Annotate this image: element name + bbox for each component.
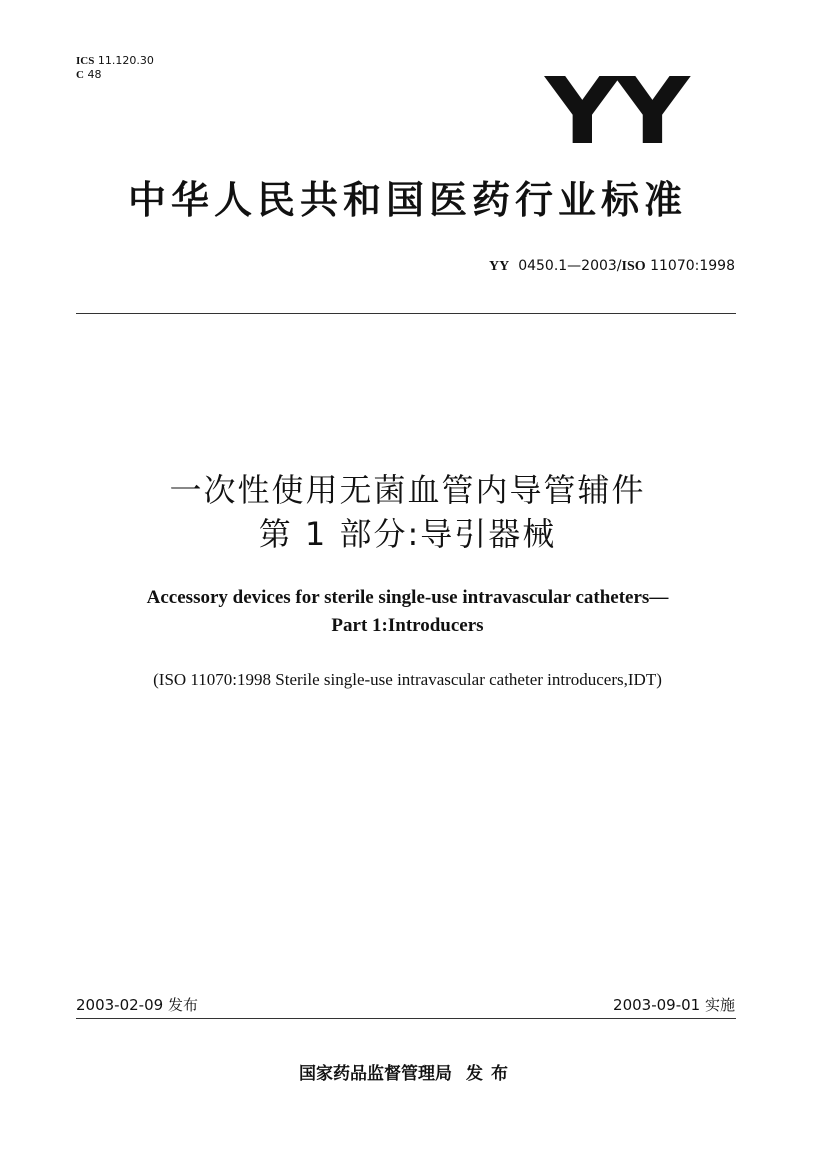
ics-value: 11.120.30	[97, 54, 154, 67]
document-title-cn-line1: 一次性使用无菌血管内导管辅件	[169, 471, 646, 509]
c-value: 48	[87, 68, 102, 81]
standard-number-iso: ISO	[621, 259, 646, 274]
document-title-cn-line2: 第 1 部分:导引器械	[258, 515, 557, 553]
standard-title: 中华人民共和国医药行业标准	[127, 178, 687, 222]
ics-label: ICS	[76, 55, 95, 67]
yy-logo: YY	[544, 58, 685, 165]
standard-number	[489, 258, 735, 275]
issuer-name: 国家药品监督管理局	[299, 1064, 452, 1084]
standard-number-main: 0450.1—2003/	[518, 258, 622, 274]
ics-line	[76, 54, 154, 68]
document-title-en-line1: Accessory devices for sterile single-use intravascular catheters—	[146, 587, 669, 608]
issuer-action: 发布	[466, 1064, 516, 1084]
footer-divider	[76, 1018, 736, 1019]
standard-number-prefix: YY	[489, 259, 510, 274]
c-line	[76, 68, 154, 82]
ics-classification	[76, 54, 154, 82]
c-label: C	[76, 69, 84, 81]
header-divider	[76, 313, 736, 314]
issuer	[0, 1059, 815, 1084]
document-title-en-line2: Part 1:Introducers	[331, 615, 484, 636]
implement-date: 2003-09-01 实施	[613, 996, 735, 1014]
issue-date: 2003-02-09 发布	[76, 996, 198, 1014]
iso-reference: (ISO 11070:1998 Sterile single-use intravascular catheter introducers,IDT)	[153, 670, 662, 689]
standard-number-iso-value: 11070:1998	[650, 258, 735, 274]
